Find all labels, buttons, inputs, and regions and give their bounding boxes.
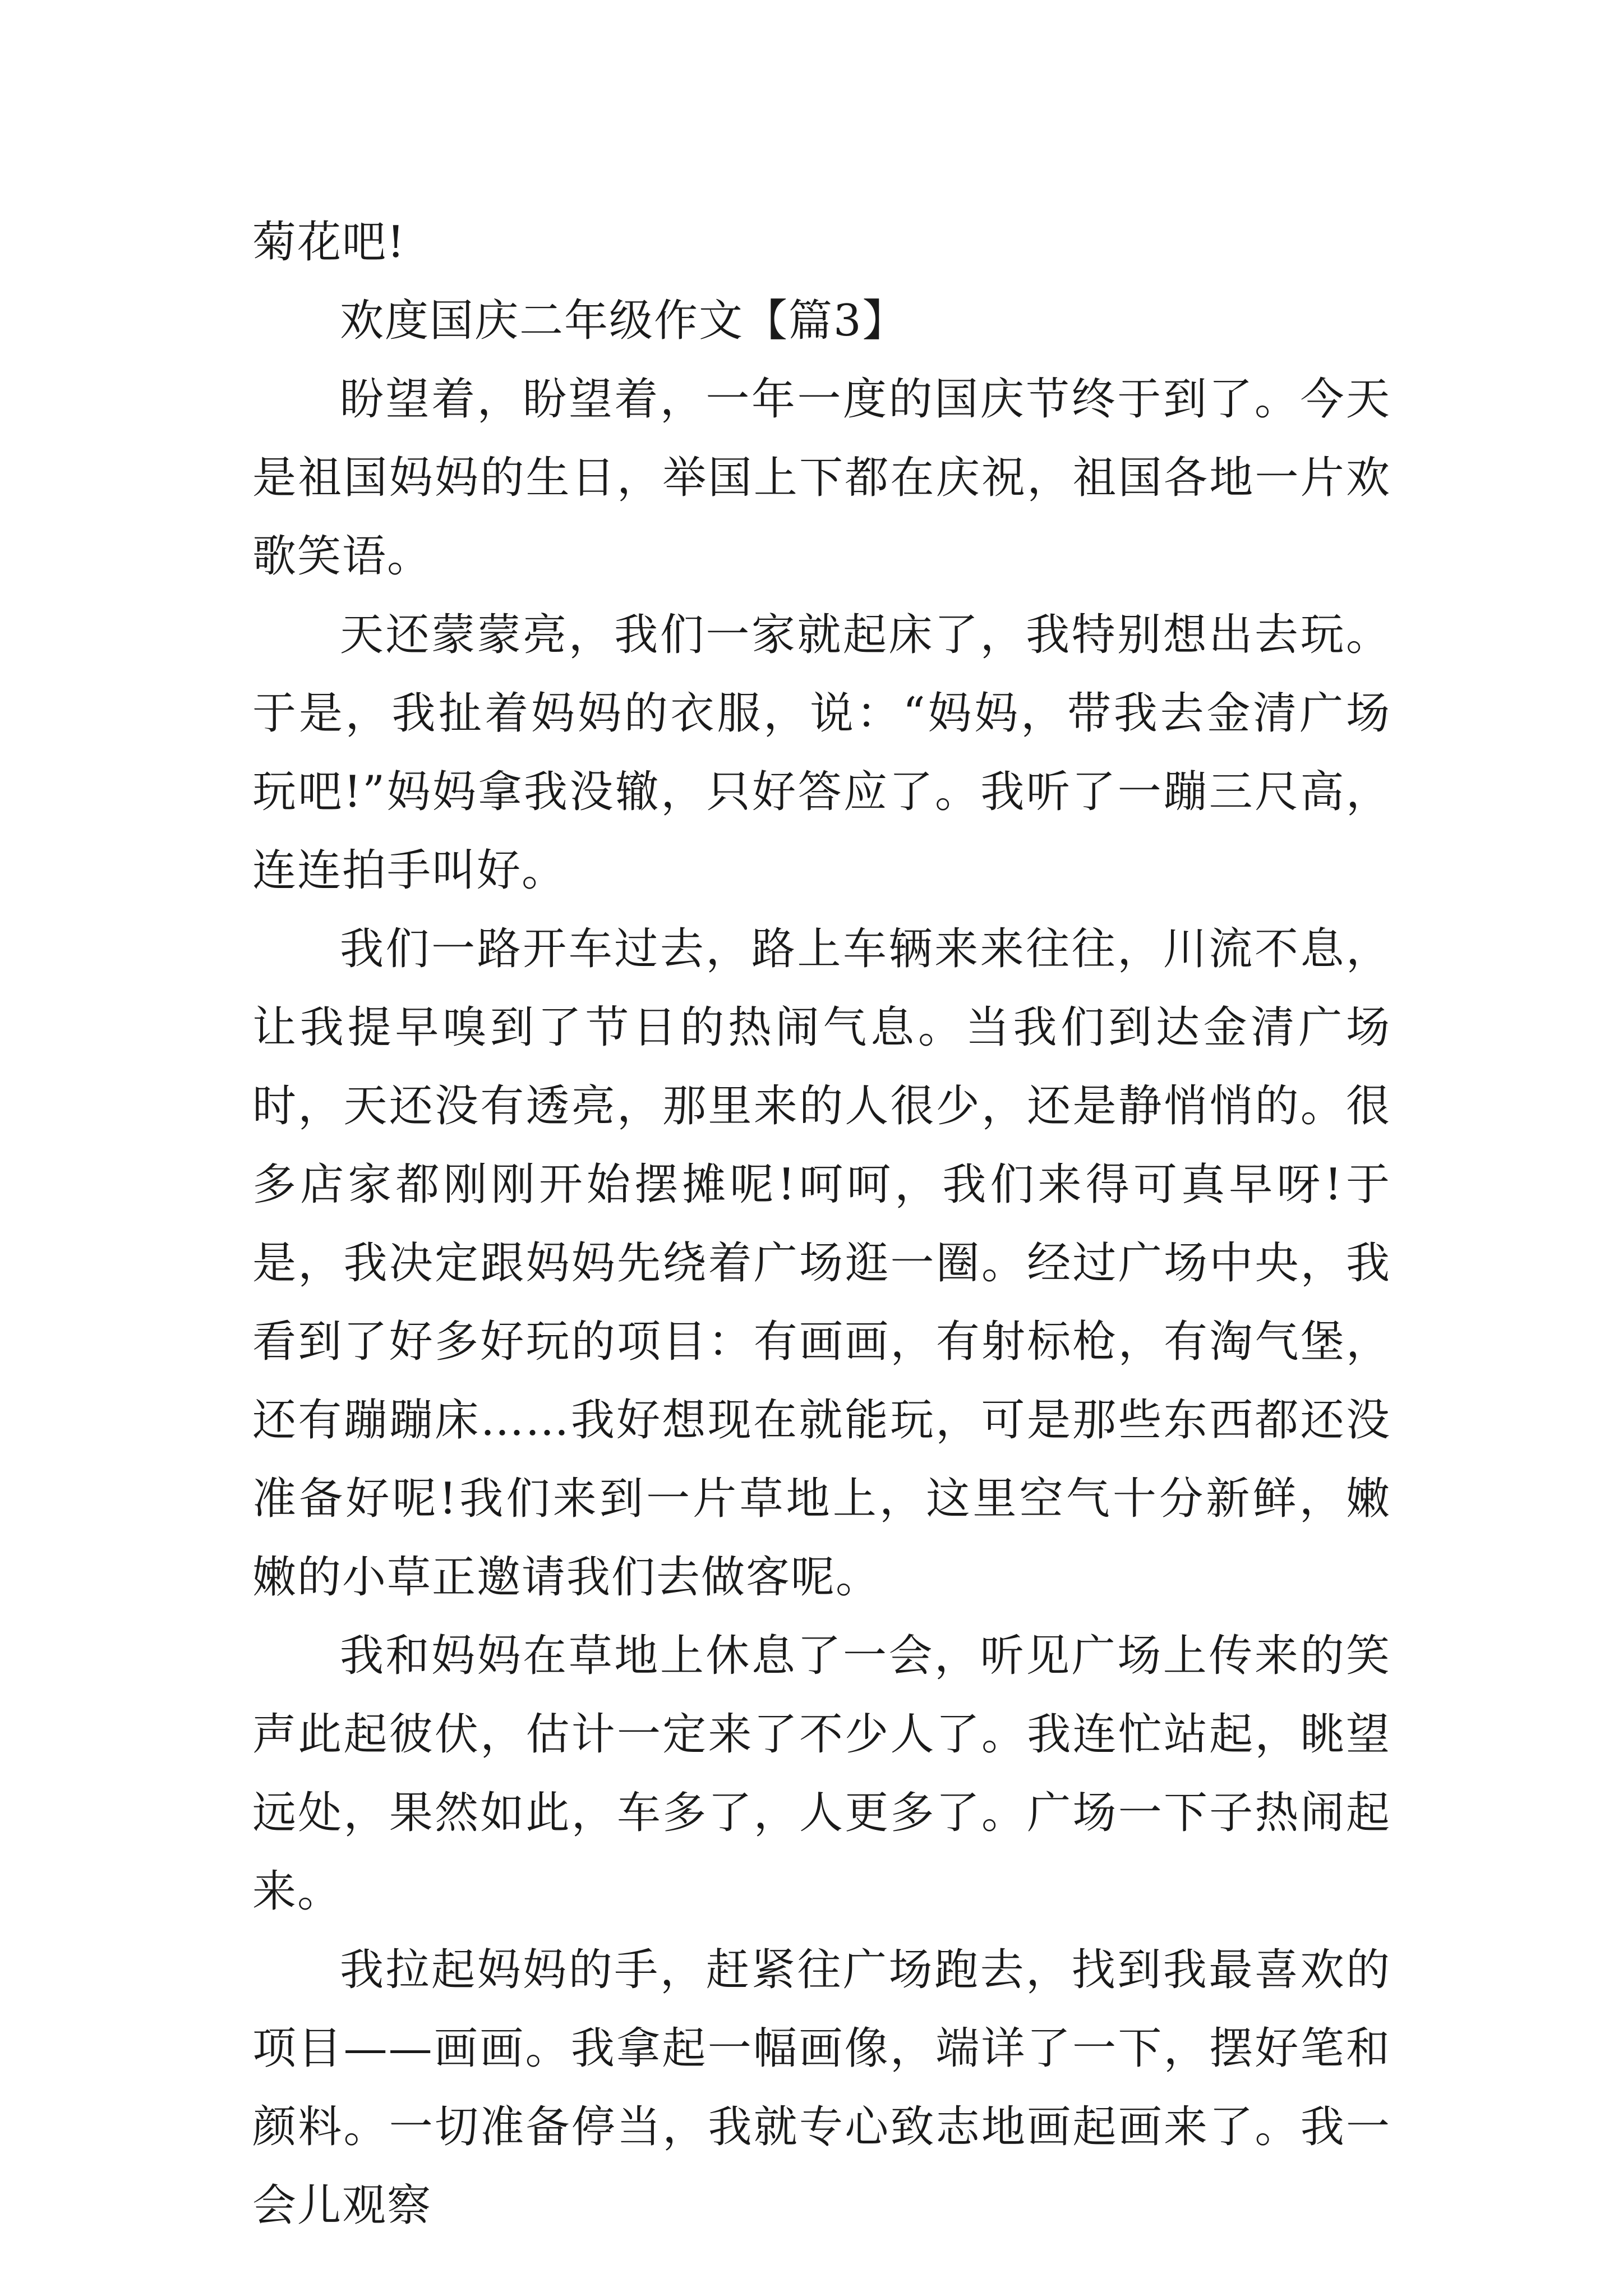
paragraph-3: 天还蒙蒙亮，我们一家就起床了，我特别想出去玩。于是，我扯着妈妈的衣服，说：“妈妈，带我去金清广场玩吧!”妈妈拿我没辙，只好答应了。我听了一蹦三尺高，连连拍手叫好。	[252, 610, 1391, 896]
paragraph-6: 我拉起妈妈的手，赶紧往广场跑去，找到我最喜欢的项目——画画。我拿起一幅画像，端详了一下，摆好笔和颜料。一切准备停当，我就专心致志地画起画来了。我一会儿观察	[252, 1945, 1391, 2231]
paragraph-5: 我和妈妈在草地上休息了一会，听见广场上传来的笑声此起彼伏，估计一定来了不少人了。我连忙站起，眺望远处，果然如此，车多了，人更多了。广场一下子热闹起来。	[252, 1631, 1391, 1917]
paragraph-2: 盼望着，盼望着，一年一度的国庆节终于到了。今天是祖国妈妈的生日，举国上下都在庆祝，祖国各地一片欢歌笑语。	[252, 374, 1391, 582]
paragraph-4: 我们一路开车过去，路上车辆来来往往，川流不息，让我提早嗅到了节日的热闹气息。当我们到达金清广场时，天还没有透亮，那里来的人很少，还是静悄悄的。很多店家都刚刚开始摆摊呢!呵呵，我们来得可真早呀!于是，我决定跟妈妈先绕着广场逛一圈。经过广场中央，我看到了好多好玩的项目：有画画，有射标枪，有淘气堡，还有蹦蹦床……我好想现在就能玩，可是那些东西都还没准备好呢!我们来到一片草地上，这里空气十分新鲜，嫩嫩的小草正邀请我们去做客呢。	[252, 924, 1391, 1603]
paragraph-1: 菊花吧!	[252, 217, 406, 268]
section-heading: 欢度国庆二年级作文【篇3】	[340, 296, 907, 346]
body-text	[252, 203, 1391, 2245]
